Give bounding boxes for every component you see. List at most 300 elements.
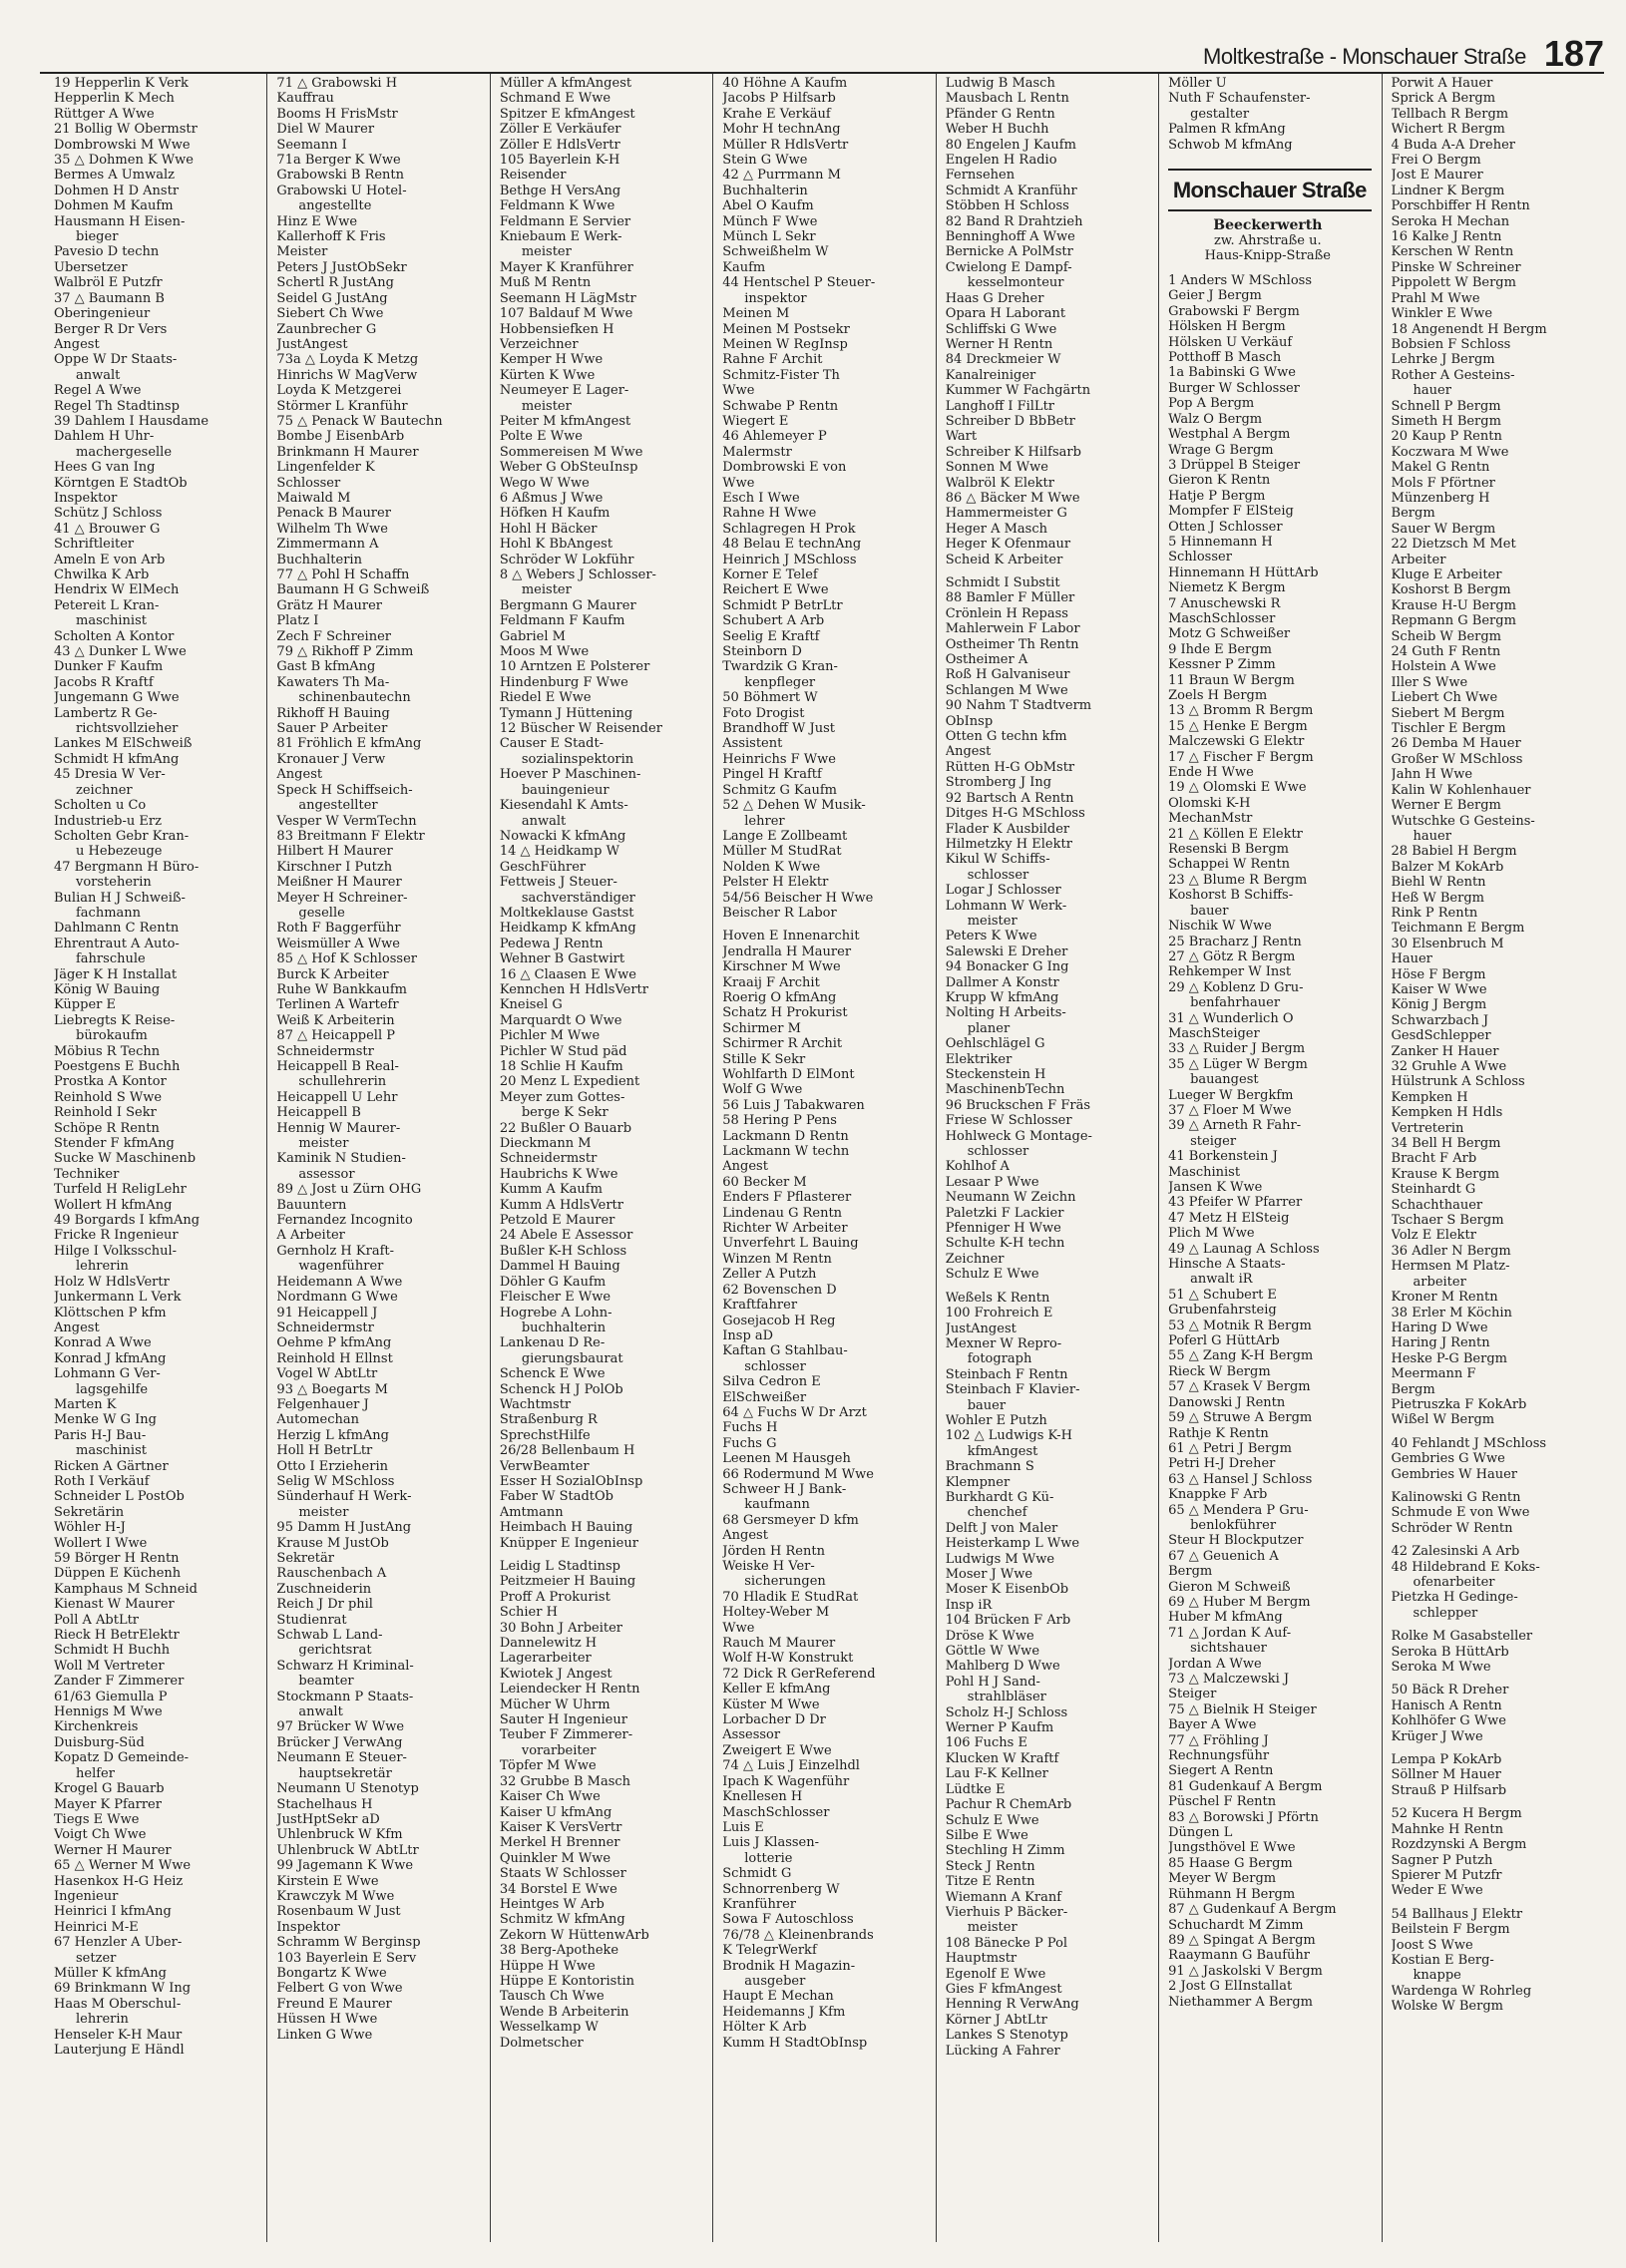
directory-entry: 66 Rodermund M Wwe [722,1466,874,1482]
directory-entry: 99 Jagemann K Wwe [276,1858,414,1874]
directory-entry: Gieron K Rentn [1168,473,1271,489]
directory-entry: sichtshauer [1190,1641,1267,1657]
directory-entry: Pinske W Schreiner [1391,259,1521,275]
directory-entry: Resenski B Bergm [1168,842,1289,858]
directory-entry: Tellbach R Bergm [1391,106,1509,122]
directory-entry: Verzeichner [499,336,579,352]
directory-entry: Weber G ObSteuInsp [499,460,638,476]
directory-entry: 59 △ Struwe A Bergm [1168,1410,1313,1426]
directory-entry: Körntgen E StadtOb [54,475,188,491]
directory-entry: Hilge I Volksschul- [54,1243,178,1259]
directory-entry: Hohl K BbAngest [499,537,613,553]
directory-entry: Wöhler H-J [54,1520,126,1536]
directory-entry: Reichert E Wwe [722,582,829,598]
directory-entry: chenchef [967,1505,1027,1521]
directory-entry: Koczwara M Wwe [1391,444,1509,460]
directory-entry: Kirschner M Wwe [722,959,841,975]
directory-entry: Reich J Dr phil [276,1597,373,1613]
directory-entry: meister [521,582,572,598]
directory-entry: sozialinspektorin [521,751,634,767]
directory-entry: 71a Berger K Wwe [276,153,401,169]
directory-entry: 75 △ Penack W Bautechn [276,413,443,429]
directory-entry: Stille K Sekr [722,1051,806,1067]
directory-entry: arbeiter [1413,1274,1466,1290]
directory-entry: Korner E Telef [722,567,818,582]
directory-entry: Felgenhauer J [276,1396,369,1412]
directory-entry: Angest [276,767,323,783]
directory-entry: Schatz H Prokurist [722,1005,848,1021]
directory-entry: Gabriel M [499,628,566,644]
directory-entry: Salewski E Dreher [945,944,1068,959]
directory-entry: Kraaij F Archit [722,974,820,990]
directory-entry: 82 Band R Drahtzieh [945,213,1083,229]
directory-entry: Geier J Bergm [1168,288,1262,304]
directory-entry: Feldmann F Kaufm [499,613,625,629]
directory-entry: Hülstrunk A Schloss [1391,1074,1525,1090]
directory-entry: MaschSchlosser [1168,610,1276,626]
directory-entry: Insp aD [722,1327,774,1343]
directory-entry: Konrad A Wwe [54,1335,152,1351]
directory-entry: Lücking A Fahrer [945,2043,1060,2059]
directory-entry: Luis J Klassen- [722,1835,819,1851]
directory-entry: Heicappell U Lehr [276,1089,398,1105]
directory-entry: 54/56 Beischer H Wwe [722,890,874,906]
directory-entry: Seroka H Mechan [1391,213,1510,229]
directory-entry: 47 Metz H ElSteig [1168,1210,1290,1226]
directory-entry: Turfeld H ReligLehr [54,1182,187,1198]
directory-entry: Kamphaus M Schneid [54,1581,198,1597]
directory-entry: Rozdzynski A Bergm [1391,1837,1527,1853]
column-1 [40,74,266,2242]
directory-entry: Mompfer F ElSteig [1168,504,1294,520]
directory-entry: 38 Erler M Köchin [1391,1305,1512,1321]
directory-entry: Moser K EisenbOb [945,1582,1069,1598]
directory-entry: Muß M Rentn [499,275,592,291]
directory-entry: 69 △ Huber M Bergm [1168,1594,1311,1610]
directory-entry: Stein G Wwe [722,153,808,169]
directory-entry: Rieck H BetrElektr [54,1628,180,1644]
directory-entry: Bombe J EisenbArb [276,429,405,445]
directory-entry: 71 △ Jordan K Auf- [1168,1625,1292,1641]
directory-entry: Schwab L Land- [276,1628,383,1644]
directory-entry: Schnell P Bergm [1391,398,1501,414]
directory-entry: Döhler G Kaufm [499,1274,607,1290]
directory-entry: maschinist [76,613,147,629]
directory-entry: Lohmann G Ver- [54,1366,161,1382]
directory-entry: Schmidt G [722,1866,792,1882]
directory-entry: Pop A Bergm [1168,396,1255,412]
directory-entry: 75 △ Bielnik H Steiger [1168,1701,1317,1717]
directory-entry: Oppe W Dr Staats- [54,352,178,368]
directory-entry: Hüppe E Kontoristin [499,1973,635,1989]
directory-entry: 16 Kalke J Rentn [1391,229,1502,245]
directory-entry: Burger W Schlosser [1168,380,1300,396]
directory-entry: 28 Babiel H Bergm [1391,844,1517,860]
directory-entry: Seemann H LägMstr [499,290,636,306]
directory-entry: 31 △ Wunderlich O [1168,1010,1294,1026]
directory-entry: Rolke M Gasabsteller [1391,1629,1533,1645]
directory-entry: Werner H Maurer [54,1842,172,1858]
directory-entry: Opara H Laborant [945,306,1066,322]
directory-entry: Gieron M Schweiß [1168,1579,1291,1595]
directory-entry: Moser J Wwe [945,1567,1033,1582]
directory-entry: fahrschule [76,951,146,967]
directory-entry: Kerschen W Rentn [1391,244,1514,260]
directory-entry: Vesper W VermTechn [276,813,417,829]
directory-entry: Sauer W Bergm [1391,521,1496,537]
directory-entry: Spitzer E kfmAngest [499,106,635,122]
directory-entry: Fricke R Ingenieur [54,1228,179,1244]
directory-entry: buchhalterin [521,1320,607,1335]
directory-entry: 18 Angenendt H Bergm [1391,321,1547,337]
blank-line [1392,1621,1598,1629]
directory-entry: Meyer H Schreiner- [276,890,408,906]
directory-entry: Schütz J Schloss [54,506,163,522]
directory-entry: schlepper [1413,1605,1478,1621]
directory-entry: Meermann F [1391,1366,1476,1382]
directory-entry: Düngen L [1168,1825,1233,1841]
directory-entry: Weßels K Rentn [945,1290,1050,1306]
directory-entry: 10 Arntzen E Polsterer [499,659,650,675]
directory-entry: Flader K Ausbilder [945,821,1070,837]
directory-entry: Tischler E Bergm [1391,721,1506,737]
directory-entry: Lindner K Bergm [1391,183,1505,198]
directory-entry: 39 △ Arneth R Fahr- [1168,1118,1302,1134]
directory-entry: Burkhardt G Kü- [945,1489,1054,1505]
directory-entry: angestellter [298,798,378,814]
directory-entry: Angest [722,1528,768,1544]
running-head: Moltkestraße - Monschauer Straße [1203,44,1526,69]
directory-entry: Krogel G Bauarb [54,1781,165,1797]
directory-entry: 1a Babinski G Wwe [1168,365,1296,381]
directory-entry: Amtmann [499,1504,564,1520]
directory-entry: Sommereisen M Wwe [499,444,643,460]
directory-entry: Neumann E Steuer- [276,1750,407,1766]
directory-entry: Angest [54,336,100,352]
directory-entry: Techniker [54,1166,120,1182]
directory-entry: 103 Bayerlein E Serv [276,1950,417,1966]
directory-entry: Walz O Bergm [1168,411,1263,427]
directory-entry: Hinz E Wwe [276,213,358,229]
directory-entry: Wollert I Wwe [54,1535,148,1551]
directory-entry: Kürten K Wwe [499,367,596,383]
directory-entry: Haas G Dreher [945,290,1044,306]
directory-entry: maschinist [76,1443,147,1459]
directory-entry: Schenck H J PolOb [499,1381,623,1397]
directory-entry: Schachthauer [1391,1197,1483,1213]
directory-entry: 104 Brücken F Arb [945,1613,1071,1629]
directory-entry: Werner E Bergm [1391,798,1501,814]
directory-entry: Heinrici M-E [54,1919,139,1935]
directory-entry: Hatje P Bergm [1168,488,1266,504]
directory-entry: bauangest [1190,1072,1259,1088]
directory-entry: Körner J AbtLtr [945,2012,1047,2028]
street-heading: Monschauer Straße [1168,169,1371,211]
directory-entry: Reisender [499,168,567,184]
directory-entry: Scholten A Kontor [54,628,175,644]
directory-entry: Kroner M Rentn [1391,1290,1498,1306]
directory-entry: Schmidt I Substit [945,575,1060,590]
directory-entry: Hölsken U Verkäuf [1168,334,1293,350]
directory-entry: kaufmann [744,1497,810,1513]
directory-entry: Steinbach F Rentn [945,1366,1068,1382]
directory-entry: Foto Drogist [722,705,805,721]
directory-entry: Grubenfahrsteig [1168,1303,1277,1319]
directory-entry: Teichmann E Bergm [1391,921,1525,937]
directory-entry: Haupt E Mechan [722,1989,834,2005]
directory-entry: Hindenburg F Wwe [499,674,628,690]
directory-entry: Proff A Prokurist [499,1589,610,1605]
directory-entry: 92 Bartsch A Rentn [945,790,1074,806]
directory-entry: Unverfehrt L Bauing [722,1236,859,1252]
directory-entry: Ruhe W Bankkaufm [276,981,407,997]
directory-entry: richtsvollzieher [76,721,179,737]
directory-entry: benlokführer [1190,1517,1277,1533]
columns-container [40,74,1604,2242]
directory-entry: Niethammer A Bergm [1168,1994,1314,2010]
directory-entry: Kranführer [722,1896,796,1912]
directory-entry: 37 △ Floer M Wwe [1168,1102,1292,1118]
street-boundary-note [1168,233,1375,263]
directory-entry: 102 △ Ludwigs K-H [945,1428,1072,1444]
directory-entry: Brandhoff W Just [722,721,836,737]
directory-entry: Pichler W Stud päd [499,1043,627,1059]
directory-entry: Diel W Maurer [276,122,375,138]
directory-entry: König W Bauing [54,981,161,997]
directory-entry: Kronauer J Verw [276,751,386,767]
directory-entry: 95 Damm H JustAng [276,1520,412,1536]
directory-entry: bauingenieur [521,782,610,798]
directory-entry: Rosenbaum W Just [276,1904,401,1920]
directory-entry: 19 △ Olomski E Wwe [1168,780,1307,796]
directory-entry: Roß H Galvaniseur [945,667,1070,683]
directory-entry: 12 Büscher W Reisender [499,721,662,737]
directory-entry: 23 △ Blume R Bergm [1168,872,1308,888]
directory-entry: Menke W G Ing [54,1412,157,1428]
directory-entry: Liebert Ch Wwe [1391,690,1498,706]
directory-entry: Hinnemann H HüttArb [1168,565,1319,580]
directory-entry: Hüssen H Wwe [276,2012,378,2028]
directory-entry: 20 Menz L Expedient [499,1074,640,1090]
directory-entry: 11 Braun W Bergm [1168,672,1295,688]
directory-entry: Neumeyer E Lager- [499,383,629,399]
directory-entry: Wehner B Gastwirt [499,951,625,967]
directory-entry: wagenführer [298,1259,384,1275]
directory-entry: Küpper E [54,997,116,1013]
directory-entry: Jost E Maurer [1391,168,1483,184]
directory-entry: zeichner [76,782,133,798]
directory-entry: 41 Borkenstein J [1168,1149,1278,1165]
directory-entry: Sauter H Ingenieur [499,1712,627,1728]
directory-entry: Schreiber D BbBetr [945,413,1075,429]
directory-entry: 1 Anders W MSchloss [1168,273,1312,289]
directory-entry: 54 Ballhaus J Elektr [1391,1906,1523,1922]
directory-entry: 65 △ Werner M Wwe [54,1858,192,1874]
directory-entry: Rathje K Rentn [1168,1425,1269,1441]
directory-entry: 77 △ Fröhling J [1168,1732,1269,1748]
directory-entry: Schuchardt M Zimm [1168,1917,1304,1933]
directory-entry: Bergm [1391,506,1435,522]
directory-entry: Tiegs E Wwe [54,1811,140,1827]
directory-entry: Speck H Schiffseich- [276,782,413,798]
blank-line [1392,1428,1598,1436]
directory-entry: Seidel G JustAng [276,290,388,306]
directory-entry: 52 Kucera H Bergm [1391,1806,1522,1822]
directory-entry: 47 Bergmann H Büro- [54,859,200,875]
directory-entry: Hölter K Arb [722,2020,807,2036]
directory-entry: 70 Hladik E StudRat [722,1589,859,1605]
directory-entry: Roth I Verkäuf [54,1473,150,1489]
directory-entry: Dohmen M Kaufm [54,198,174,214]
directory-entry: assessor [298,1166,355,1182]
directory-entry: Schmitz W kfmAng [499,1912,625,1928]
directory-entry: Prostka A Kontor [54,1074,167,1090]
directory-entry: Zöller E Verkäufer [499,122,621,138]
directory-entry: knappe [1413,1968,1461,1984]
blank-line [1392,1744,1598,1752]
directory-entry: Benninghoff A Wwe [945,229,1075,245]
directory-entry: Hohl H Bäcker [499,521,598,537]
directory-entry: Schwarzbach J [1391,1012,1489,1028]
directory-entry: Zweigert E Wwe [722,1742,832,1758]
directory-entry: Bußler K-H Schloss [499,1243,627,1259]
directory-entry: Marquardt O Wwe [499,1012,622,1028]
blank-line [1392,1675,1598,1683]
directory-entry: 9 Ihde E Bergm [1168,641,1272,657]
directory-entry: Kemper H Wwe [499,352,604,368]
directory-entry: Fernsehen [945,168,1016,184]
page-number: 187 [1543,33,1604,74]
directory-entry: Lankes S Stenotyp [945,2028,1068,2044]
directory-entry: Kirschner I Putzh [276,859,393,875]
directory-entry: Krupp W kfmAng [945,989,1059,1005]
directory-entry: Wolske W Bergm [1391,1999,1503,2015]
directory-entry: hauer [1413,828,1451,844]
directory-entry: Staats W Schlosser [499,1866,626,1882]
directory-entry: Fuchs G [722,1435,777,1451]
directory-entry: Bergm [1391,1381,1435,1397]
directory-entry: machergeselle [76,444,173,460]
directory-entry: Fleischer E Wwe [499,1290,611,1306]
directory-entry: Steinborn D [722,644,802,660]
directory-entry: Schirmer M [722,1020,801,1036]
directory-entry: 73a △ Loyda K Metzg [276,352,419,368]
directory-entry: Lambertz R Ge- [54,705,158,721]
directory-entry: schullehrerin [298,1074,387,1090]
directory-entry: Brinkmann H Maurer [276,444,419,460]
directory-entry: hauer [1413,383,1451,399]
directory-entry: benfahrhauer [1190,995,1281,1011]
directory-entry: Hendrix W ElMech [54,582,180,598]
directory-entry: Zeichner [945,1251,1005,1267]
directory-entry: Automechan [276,1412,360,1428]
directory-entry: Schöpe R Rentn [54,1120,160,1136]
directory-entry: Haring D Wwe [1391,1320,1488,1335]
directory-entry: 25 Bracharz J Rentn [1168,934,1302,949]
directory-entry: Lankes M ElSchweiß [54,736,193,752]
directory-entry: 84 Dreckmeier W [945,352,1061,368]
directory-entry: 21 △ Köllen E Elektr [1168,826,1303,842]
directory-entry: Kaminik N Studien- [276,1151,406,1167]
directory-entry: Vogel W AbtLtr [276,1366,378,1382]
directory-entry: Wardenga W Rohrleg [1391,1983,1532,1999]
directory-entry: Paris H-J Bau- [54,1427,147,1443]
directory-entry: Kallerhoff K Fris [276,229,386,245]
directory-entry: Danowski J Rentn [1168,1394,1286,1410]
directory-entry: Nolden K Wwe [722,859,821,875]
directory-entry: Seelig E Kraftf [722,628,820,644]
directory-entry: Peitzmeier H Bauing [499,1574,636,1590]
directory-entry: Moltkeklause Gastst [499,905,634,921]
directory-entry: Heidemanns J Kfm [722,2004,846,2020]
directory-entry: Inspektor [276,1919,340,1935]
directory-entry: Weber H Buchh [945,122,1049,138]
directory-entry: 48 Hildebrand E Koks- [1391,1559,1540,1575]
directory-entry: Gast B kfmAng [276,659,376,675]
directory-entry: 60 Becker M [722,1174,807,1190]
directory-entry: Töpfer M Wwe [499,1758,597,1774]
directory-entry: Kaiser U kfmAng [499,1804,612,1820]
directory-entry: Wrage G Bergm [1168,442,1274,458]
directory-entry: Bauuntern [276,1197,347,1213]
directory-entry: Wolf G Wwe [722,1082,803,1098]
directory-entry: 22 Bußler O Bauarb [499,1120,632,1136]
directory-entry: ausgeber [744,1973,806,1989]
directory-entry: Zöller E HdlsVertr [499,137,620,153]
directory-entry: Wohler E Putzh [945,1412,1047,1428]
directory-entry: 15 △ Henke E Bergm [1168,718,1308,734]
directory-entry: Hoven E Innenarchit [722,929,860,945]
directory-entry: Kraftfahrer [722,1298,798,1314]
directory-entry: Platz I [276,613,319,629]
directory-entry: Berger R Dr Vers [54,321,168,337]
directory-entry: Felbert G von Wwe [276,1981,403,1997]
directory-entry: 89 △ Jost u Zürn OHG [276,1182,422,1198]
directory-entry: Wesselkamp W [499,2020,599,2036]
directory-entry: Engelen H Radio [945,153,1057,169]
directory-entry: 94 Bonacker G Ing [945,959,1069,975]
street-boundary-line-2: Haus-Knipp-Straße [1204,248,1331,264]
directory-entry: Rauch M Maurer [722,1636,836,1652]
directory-entry: Freund E Maurer [276,1996,392,2012]
directory-entry: Lüdtke E [945,1781,1006,1797]
directory-entry: Schneidermstr [276,1320,374,1335]
directory-entry: Studienrat [276,1612,347,1628]
directory-entry: Walbröl E Putzfr [54,275,163,291]
directory-entry: Balzer M KokArb [1391,859,1504,875]
directory-entry: Teuber F Zimmerer- [499,1727,633,1743]
directory-entry: 3 Drüppel B Steiger [1168,457,1301,473]
directory-entry: 30 Elsenbruch M [1391,936,1504,951]
directory-entry: Mols F Pförtner [1391,475,1495,491]
directory-entry: Wego W Wwe [499,475,590,491]
directory-entry: Wolf H-W Konstrukt [722,1651,854,1667]
directory-entry: Sonnen M Wwe [945,460,1048,476]
directory-entry: Steur H Blockputzer [1168,1533,1304,1549]
directory-entry: Dieckmann M [499,1136,592,1152]
directory-entry: fachmann [76,905,142,921]
column-2 [266,74,489,2242]
column-5 [936,74,1158,2242]
directory-entry: 42 △ Purrmann M [722,168,841,184]
directory-entry: Schmidt H Buchh [54,1643,171,1659]
directory-entry: Silva Cedron E [722,1374,821,1390]
directory-entry: Bracht F Arb [1391,1151,1477,1167]
directory-entry: Kiesendahl K Amts- [499,798,628,814]
directory-entry: Delft J von Maler [945,1520,1058,1536]
directory-entry: Elektriker [945,1051,1013,1067]
directory-entry: lehrerin [76,1259,129,1275]
